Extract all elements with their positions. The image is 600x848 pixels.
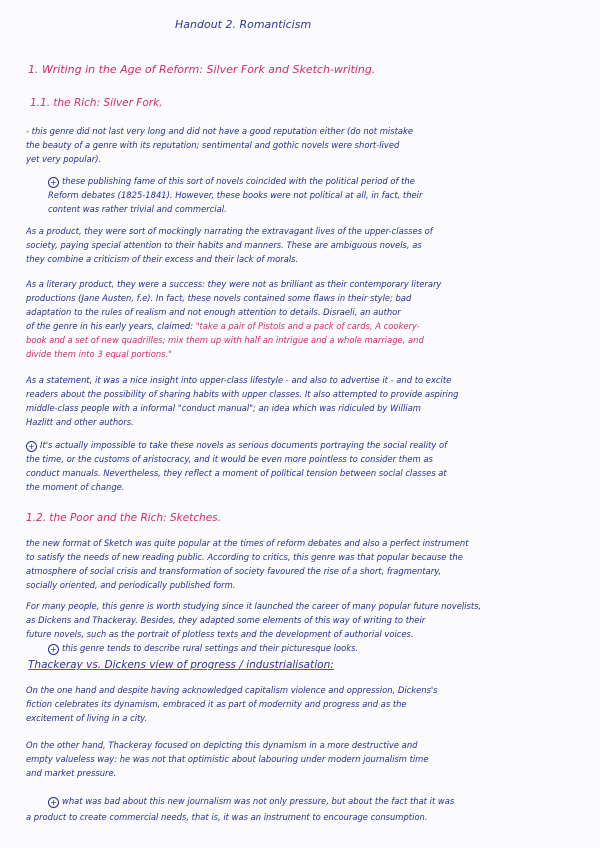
text-line: + this genre tends to describe rural settings and their picturesque looks. — [48, 643, 584, 655]
disraeli-quote: divide them into 3 equal portions." — [26, 349, 173, 359]
page-title: Handout 2. Romanticism — [175, 18, 312, 31]
text-line: adaptation to the rules of realism and not enough attention to details. Disraeli, an author — [26, 307, 401, 317]
text-line: content was rather trivial and commercial. — [48, 204, 227, 214]
text-line: middle-class people with a informal "conduct manual"; an idea which was ridiculed by William — [26, 403, 421, 413]
text-line: they combine a criticism of their excess and their lack of morals. — [26, 254, 299, 264]
text-line: atmosphere of social crisis and transformation of society favoured the rise of a short, fragmentary, — [26, 566, 442, 576]
text-line: For many people, this genre is worth studying since it launched the career of many popular future novelists, — [26, 601, 482, 611]
text-line: as Dickens and Thackeray. Besides, they adapted some elements of this way of writing to their — [26, 615, 426, 625]
disraeli-quote: book and a set of new quadrilles; mix them up with half an intrigue and a whole marriage, and — [26, 335, 424, 345]
text-line: of the genre in his early years, claimed: "take a pair of Pistols and a pack of cards, A cookery- — [26, 321, 420, 331]
subsection-heading-silver-fork: 1.1. the Rich: Silver Fork. — [30, 97, 163, 109]
text-line: excitement of living in a city. — [26, 713, 148, 723]
subsection-heading-progress: Thackeray vs. Dickens view of progress / industrialisation: — [28, 659, 334, 671]
text-line: As a literary product, they were a success: they were not as brilliant as their contemporary literary — [26, 279, 442, 289]
text-line: conduct manuals. Nevertheless, they reflect a moment of political tension between social classes at — [26, 468, 447, 478]
text-line: the beauty of a genre with its reputation; sentimental and gothic novels were short-lived — [26, 140, 400, 150]
text-line: future novels, such as the portrait of plotless texts and the development of authorial voices. — [26, 629, 414, 639]
text-line: + what was bad about this new journalism was not only pressure, but about the fact that it was — [48, 796, 584, 808]
plus-icon: + — [48, 644, 59, 655]
plus-icon: + — [26, 441, 37, 452]
text-line: empty valueless way: he was not that optimistic about labouring under modern journalism time — [26, 754, 429, 764]
disraeli-quote: "take a pair of Pistols and a pack of cards, A cookery- — [195, 321, 420, 331]
text-line: As a product, they were sort of mockingly narrating the extravagant lives of the upper-classes of — [26, 226, 433, 236]
text-line: society, paying special attention to their habits and manners. These are ambiguous novels, as — [26, 240, 422, 250]
text-line: yet very popular). — [26, 154, 102, 164]
plus-icon: + — [48, 797, 59, 808]
text-line: + It's actually impossible to take these novels as serious documents portraying the social reality of — [26, 440, 584, 452]
text-line: the new format of Sketch was quite popular at the times of reform debates and also a perfect instrument — [26, 538, 469, 548]
text-line: productions (Jane Austen, f.e). In fact, these novels contained some flaws in their style; bad — [26, 293, 412, 303]
text-line: readers about the possibility of sharing habits with upper classes. It also attempted to provide aspiring — [26, 389, 459, 399]
subsection-heading-sketches: 1.2. the Poor and the Rich: Sketches. — [26, 512, 221, 524]
text-line: to satisfy the needs of new reading public. According to critics, this genre was that popular because the — [26, 552, 463, 562]
text-line: - this genre did not last very long and did not have a good reputation either (do not mistake — [26, 126, 413, 136]
text-line: fiction celebrates its dynamism, embraced it as part of modernity and progress and as the — [26, 699, 407, 709]
text-line: socially oriented, and periodically published form. — [26, 580, 236, 590]
plus-icon: + — [48, 177, 59, 188]
text-line: the moment of change. — [26, 482, 125, 492]
text-line: Hazlitt and other authors. — [26, 417, 134, 427]
text-line: the time, or the customs of aristocracy, and it would be even more pointless to consider them as — [26, 454, 433, 464]
text-line: + these publishing fame of this sort of novels coincided with the political period of the — [48, 176, 584, 188]
text-line: On the one hand and despite having acknowledged capitalism violence and oppression, Dickens's — [26, 685, 438, 695]
text-line: As a statement, it was a nice insight into upper-class lifestyle - and also to advertise it - and to excite — [26, 375, 452, 385]
text-line: a product to create commercial needs, that is, it was an instrument to encourage consumption. — [26, 812, 428, 822]
text-line: Reform debates (1825-1841). However, these books were not political at all, in fact, their — [48, 190, 423, 200]
section-heading: 1. Writing in the Age of Reform: Silver Fork and Sketch-writing. — [28, 63, 376, 76]
text-line: On the other hand, Thackeray focused on depicting this dynamism in a more destructive and — [26, 740, 418, 750]
text-line: and market pressure. — [26, 768, 117, 778]
